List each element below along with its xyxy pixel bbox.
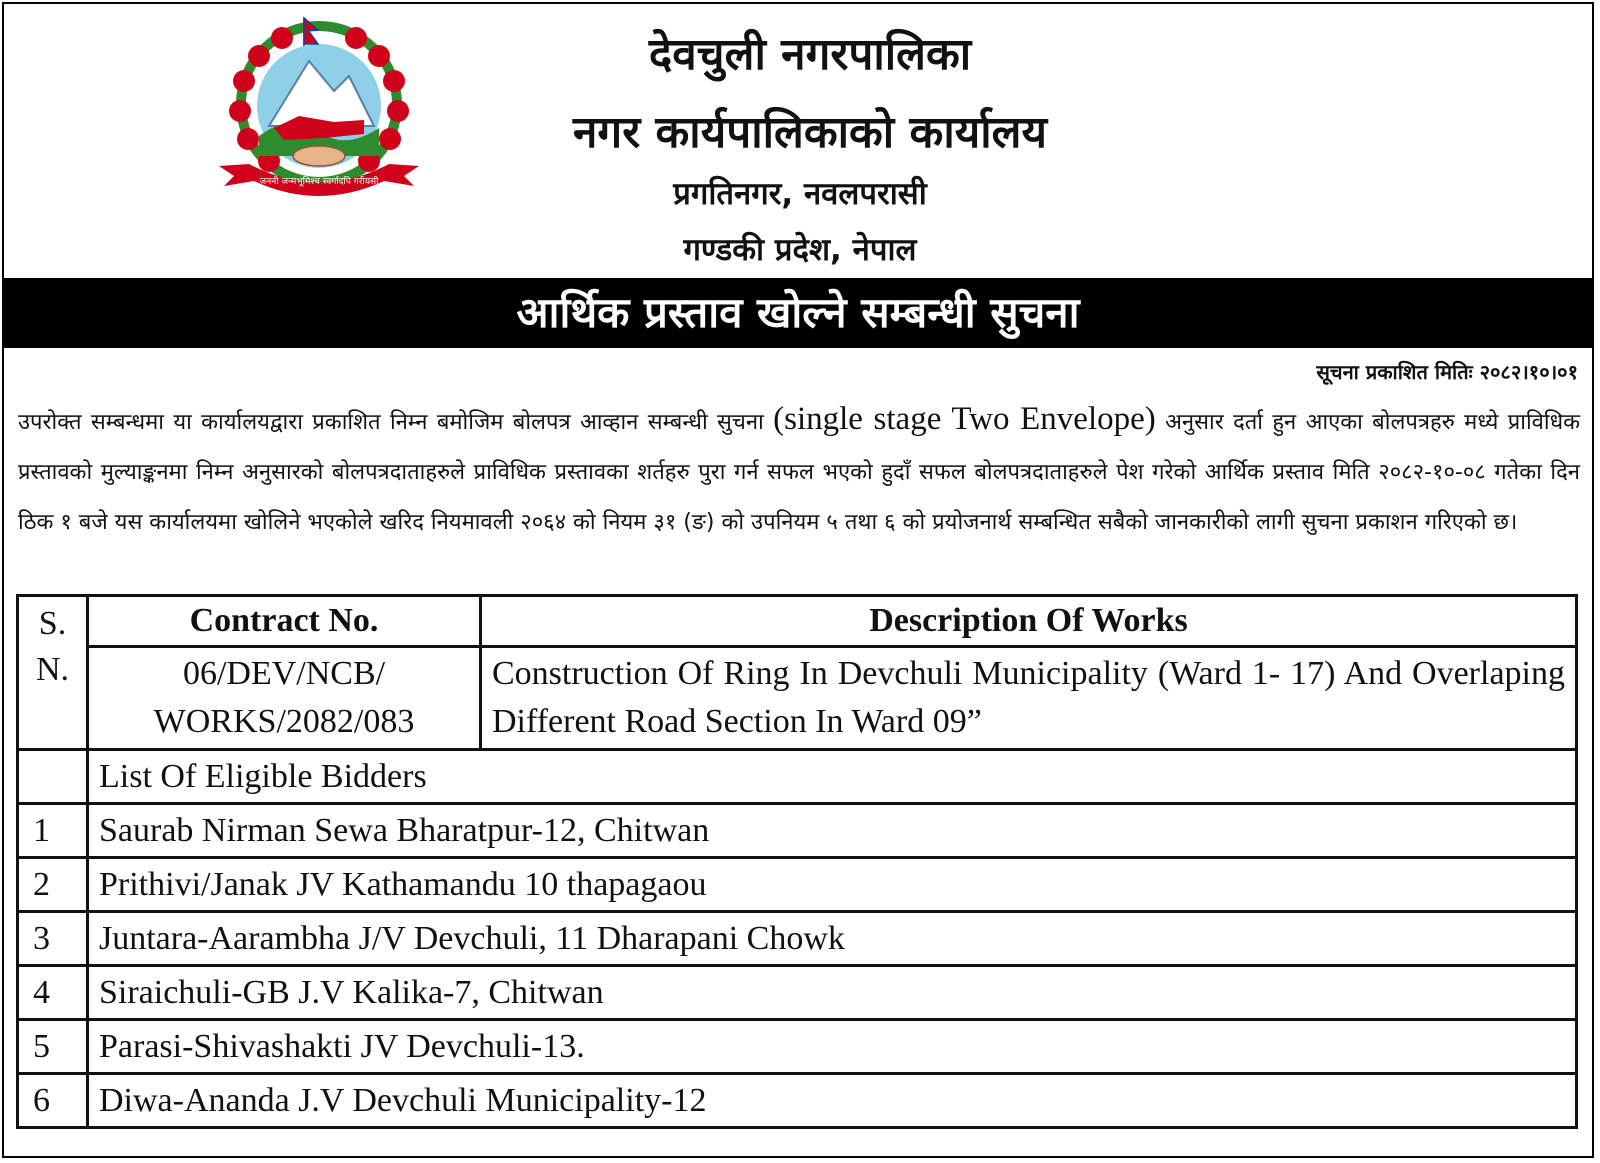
contract-number-line1: 06/DEV/NCB/ <box>182 655 386 692</box>
emblem-motto: जननी जन्मभूमिश्च स्वर्गादपि गरीयसी <box>259 177 379 187</box>
bidder-name: Prithivi/Janak JV Kathamandu 10 thapagaou <box>88 858 1577 912</box>
col-header-sn: S. N. <box>18 596 88 750</box>
table-row <box>18 1074 1577 1128</box>
empty-cell <box>18 750 88 804</box>
bidder-sn: 1 <box>18 804 88 858</box>
bidder-sn: 5 <box>18 1020 88 1074</box>
eligible-bidders-title: List Of Eligible Bidders <box>88 750 1577 804</box>
works-table <box>16 594 1578 1129</box>
bidder-name: Juntara-Aarambha J/V Devchuli, 11 Dharapani Chowk <box>88 912 1577 966</box>
bidder-name: Diwa-Ananda J.V Devchuli Municipality-12 <box>88 1074 1577 1128</box>
col-header-contract: Contract No. <box>88 596 481 647</box>
bidder-sn: 6 <box>18 1074 88 1128</box>
notice-body-english: (single stage Two Envelope) <box>773 401 1156 437</box>
publication-date <box>1316 358 1578 385</box>
contract-number <box>88 647 481 750</box>
office-name: नगर कार्यपालिकाको कार्यालय <box>573 107 1047 158</box>
table-row <box>18 966 1577 1020</box>
table-row <box>18 1020 1577 1074</box>
contract-row <box>18 647 1577 750</box>
notice-body <box>18 394 1580 548</box>
eligible-bidders-header-row <box>18 750 1577 804</box>
table-header-row <box>18 596 1577 647</box>
publication-date-label: सूचना प्रकाशित मितिः <box>1316 360 1473 384</box>
publication-date-value: २०८२।१०।०१ <box>1479 360 1578 384</box>
bidder-name: Parasi-Shivashakti JV Devchuli-13. <box>88 1020 1577 1074</box>
notice-body-part1: उपरोक्त सम्बन्धमा या कार्यालयद्वारा प्रकाशित निम्न बमोजिम बोलपत्र आव्हान सम्बन्धी सुचना <box>18 410 764 435</box>
office-address: प्रगतिनगर, नवलपरासी <box>673 176 927 212</box>
bidder-sn: 3 <box>18 912 88 966</box>
table-row <box>18 804 1577 858</box>
municipality-name: देवचुली नगरपालिका <box>648 29 972 80</box>
table-row <box>18 912 1577 966</box>
bidder-name: Siraichuli-GB J.V Kalika-7, Chitwan <box>88 966 1577 1020</box>
bidder-name: Saurab Nirman Sewa Bharatpur-12, Chitwan <box>88 804 1577 858</box>
works-description: Construction Of Ring In Devchuli Municipality (Ward 1- 17) And Overlaping Different Road Section In Ward 09” <box>481 647 1577 750</box>
notice-title-banner: आर्थिक प्रस्ताव खोल्ने सम्बन्धी सुचना <box>4 278 1592 348</box>
bidder-sn: 4 <box>18 966 88 1020</box>
notice-body-part2: अनुसार दर्ता हुन आएका बोलपत्रहरु मध्ये प्राविधिक प्रस्तावको मुल्याङ्कनमा निम्न अनुसारको बोलपत्रदाताहरुले प्राविधिक प्रस्तावका शर्तहरु पुरा गर्न सफल भएको हुदाँ सफल बोलपत्रदाताहरुले पेश गरेको आर्थिक प्रस्ताव मिति २०८२-१०-०८ गतेका दिन ठिक १ बजे यस कार्यालयमा खोलिने भएकोले खरिद नियमावली २०६४ को नियम ३१ (ङ) को उपनियम ५ तथा ६ को प्रयोजनार्थ सम्बन्धित सबैको जानकारीको लागी सुचना प्रकाशन गरिएको छ। <box>18 410 1580 535</box>
table-row <box>18 858 1577 912</box>
contract-number-line2: WORKS/2082/083 <box>153 703 415 740</box>
bidder-sn: 2 <box>18 858 88 912</box>
province-country: गण्डकी प्रदेश, नेपाल <box>683 232 917 268</box>
col-header-description: Description Of Works <box>481 596 1577 647</box>
